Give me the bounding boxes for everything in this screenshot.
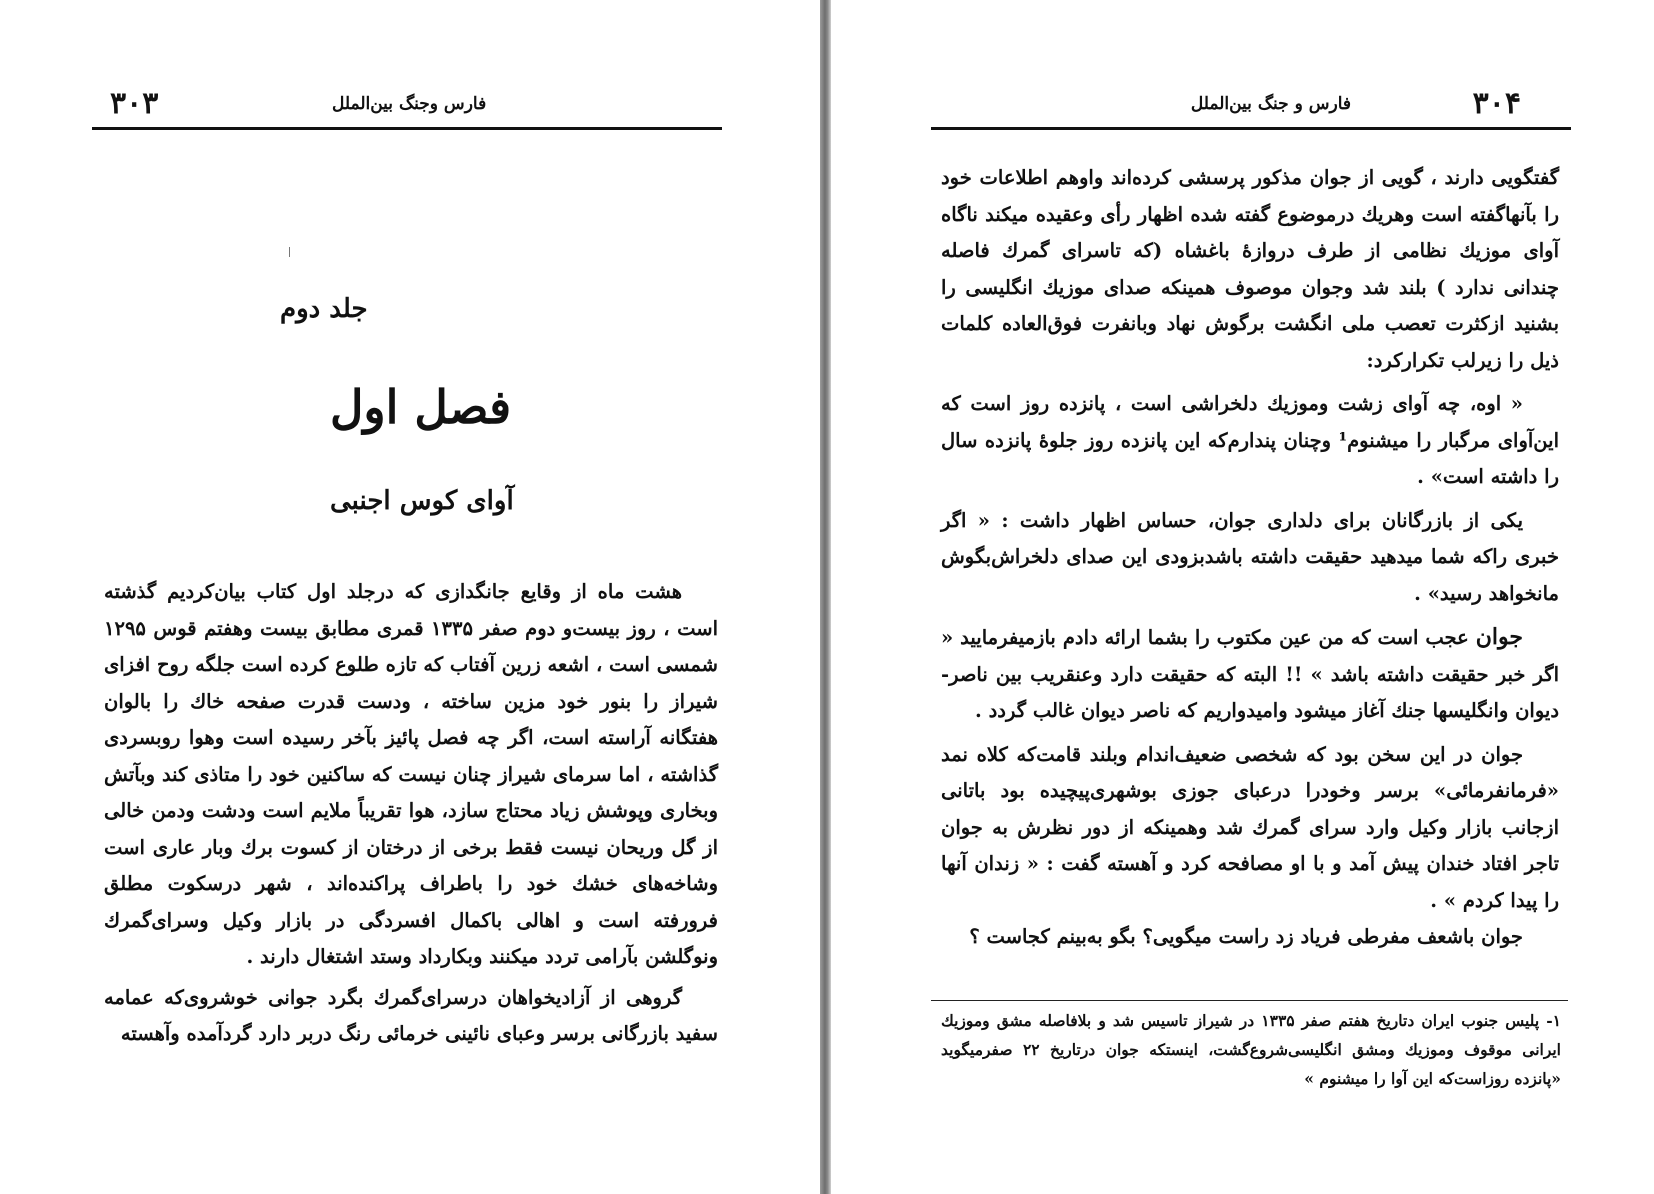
right-paragraph-5: جوان در این سخن بود که شخصی ضعیف‌اندام وبلند قامت‌که کلاه نمد «فرمانفرمائی» برسر وخودرا درعبای جوزی بوشهری‌پیچیده بود باتانی ازجانب بازار وکیل وارد سرای گمرك شد وهمینکه از دور نظرش به جوان تاجر افتاد خندان پیش آمد و با او مصافحه کرد و آهسته گفت : « زندان آنها را پیدا کردم » . [941,742,1559,912]
left-paragraph-1: هشت ماه از وقایع جانگدازی که درجلد اول کتاب بیان‌کردیم گذشته است ، روز بیست‌و دوم صفر ۱۳۳۵ قمری مطابق بیست وهفتم قوس ۱۲۹۵ شمسی است ، اشعه زرین آفتاب که تازه طلوع کرده است جلگه روح افزای شیراز را بنور خود مزین ساخته ، ودست قدرت صفحه خاك را بالوان هفتگانه آراسته است، اگر چه فصل پائیز بآخر رسیده است وهوا روبسردی گذاشته ، اما سرمای شیراز چنان نیست که ساکنین خود را متاذی کند وبآتش وبخاری وپوشش زیاد محتاج سازد، هوا تقریباً ملایم است ودشت ودمن خالی از گل وریحان نیست فقط برخی از درختان از کسوت برك وبار عاری است وشاخه‌های خشك خود را باطراف پراکنده‌اند ، شهر درسکوت مطلق فرورفته است و اهالی باکمال افسردگی در بازار وکیل وسرای‌گمرك ونوگلشن بآرامی تردد میکنند وبکارداد وستد اشتغال دارند . [104,580,718,968]
footnote-rule [931,1000,1568,1001]
footnote-text: ۱- پلیس جنوب ایران دتاریخ هفتم صفر ۱۳۳۵ در شیراز تاسیس شد و بلافاصله مشق وموزیك ایرانی موقوف وموزیك ومشق انگلیسی‌شروع‌گشت، اینستکه جوان درتاریخ ۲۲ صفرمیگوید «پانزده روزاست‌که این آوا را میشنوم » [941,1011,1561,1088]
left-page-header [92,86,722,122]
right-running-head: فارس و جنگ بین‌الملل [1190,94,1351,114]
right-paragraph-2: « اوه، چه آوای زشت وموزیك دلخراشی است ، پانزده روز است که این‌آوای مرگبار را میشنوم¹ وچنان پندارم‌که این پانزده روز جلوهٔ پانزده سال را داشته است» . [941,392,1559,488]
chapter-title: فصل اول [330,380,512,434]
left-running-head: فارس وجنگ بین‌الملل [332,94,487,114]
right-paragraph-6: جوان باشعف مفرطی فریاد زد راست میگویی؟ بگو به‌بینم کجاست ؟ [969,925,1523,948]
footnote [941,1006,1561,1093]
left-page [0,0,820,1194]
scan-speck [289,247,290,257]
left-header-rule [92,127,722,130]
left-paragraph-2: گروهی از آزادیخواهان درسرای‌گمرك بگرد جوانی خوشروی‌که عمامه سفید بازرگانی برسر وعبای نائینی خرمائی رنگ دربر دارد گردآمده وآهسته [104,985,718,1045]
section-title: آوای کوس اجنبی [330,486,514,516]
right-page-header [931,86,1571,122]
left-body-text [104,574,718,1053]
right-paragraph-4 [941,619,1559,730]
right-page [831,0,1654,1194]
volume-title: جلد دوم [280,294,368,324]
book-gutter [820,0,831,1194]
right-body-text [941,160,1559,956]
javan-label: جوان [1475,624,1523,650]
javan-paragraph-text: عجب است که من عین مکتوب را بشما ارائه دادم بازمیفرمایید « اگر خبر حقیقت داشته باشد » !! البته که حقیقت دارد وعنقریب بین ناصر- دیوان وانگلیسها جنك آغاز میشود وامیدواریم که ناصر دیوان غالب گردد . [941,626,1559,722]
left-page-number: ۳۰۳ [110,86,159,121]
right-paragraph-1: گفتگویی دارند ، گویی از جوان مذکور پرسشی کرده‌اند واوهم اطلاعات خود را بآنهاگفته است وهریك درموضوع گفته شده اظهار رأی وعقیده میکند ناگاه آوای موزیك نظامی از طرف دروازهٔ باغشاه (که تاسرای گمرك فاصله چندانی ندارد ) بلند شد وجوان موصوف همینکه صدای موزیك انگلیسی را بشنید ازکثرت تعصب ملی انگشت برگوش نهاد وبانفرت فوق‌العاده کلمات ذیل را زیرلب تکرارکرد: [941,166,1559,372]
right-paragraph-3: یکی از بازرگانان برای دلداری جوان، حساس اظهار داشت : « اگر خبری راکه شما میدهید حقیقت داشته باشدبزودی این صدای دلخراش‌بگوش مانخواهد رسید» . [941,508,1559,605]
right-header-rule [931,127,1571,130]
right-page-number: ۳۰۴ [1472,86,1521,121]
